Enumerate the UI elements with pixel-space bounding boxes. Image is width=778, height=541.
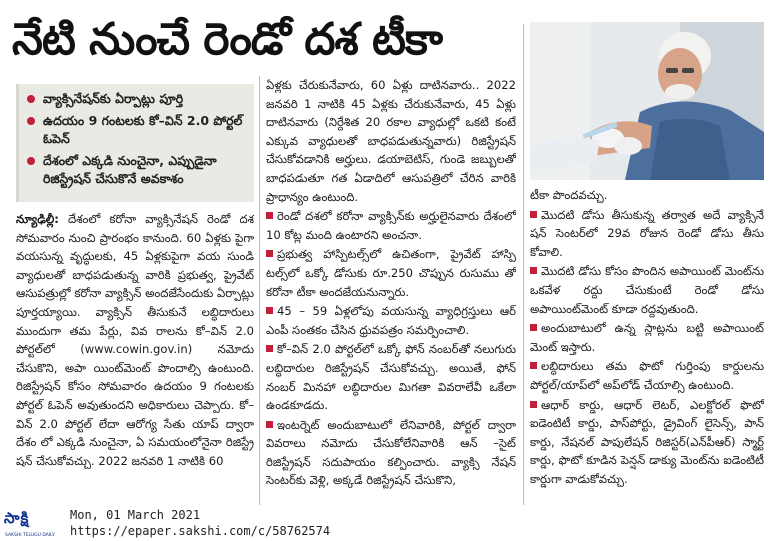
- bullet-text: అందుబాటులో ఉన్న స్లాట్లను బట్టి అపాయింట్ మెంట్ ఇస్తారు.: [530, 321, 764, 354]
- bullet-paragraph: [530, 206, 764, 262]
- square-bullet-icon: [266, 345, 273, 352]
- article-column-1: [16, 210, 254, 520]
- bullet-paragraph: [530, 262, 764, 318]
- square-bullet-icon: [266, 307, 273, 314]
- body-paragraph: [16, 210, 254, 470]
- vaccination-photo: [530, 22, 764, 180]
- bullet-text: 45 – 59 ఏళ్లలోపు వయసున్న వ్యాధిగ్రస్తులు ఆర్ ఎంపీ సంతకం చేసిన ధ్రువపత్రం సమర్పించాలి.: [266, 304, 516, 337]
- square-bullet-icon: [530, 401, 537, 408]
- square-bullet-icon: [266, 212, 273, 219]
- highlight-item: [27, 152, 248, 188]
- bullet-paragraph: [530, 319, 764, 356]
- highlight-text: వ్యాక్సినేషన్‌కు ఏర్పాట్లు పూర్తి: [43, 91, 184, 106]
- square-bullet-icon: [530, 324, 537, 331]
- bullet-text: రెండో దశలో కరోనా వ్యాక్సిన్‌కు అర్హులైనవారు దేశంలో 10 కోట్ల మంది ఉంటారని అంచనా.: [266, 209, 516, 242]
- highlight-item: [27, 90, 248, 108]
- square-bullet-icon: [530, 267, 537, 274]
- bullet-paragraph: [530, 396, 764, 489]
- square-bullet-icon: [266, 250, 273, 257]
- bullet-paragraph: [266, 416, 516, 490]
- column-divider: [259, 76, 260, 520]
- bullet-text: మొదటి డోసు కోసం పొందిన అపాయింట్ మెంట్‌ను ఒకవేళ రద్దు చేసుకుంటే రెండో డోసు అపాయింట్‌మెంట్ కూడా రద్దవుతుంది.: [530, 264, 764, 316]
- column-divider: [523, 24, 524, 520]
- bullet-paragraph: [266, 340, 516, 414]
- publication-date: Mon, 01 March 2021: [70, 508, 201, 522]
- footer: [0, 505, 778, 541]
- highlights-box: [16, 84, 254, 202]
- bullet-paragraph: [266, 302, 516, 339]
- bullet-text: ఆధార్ కార్డు, ఆధార్ లెటర్, ఎలక్టోరల్ ఫొటో ఐడెంటిటీ కార్డు, పాస్‌పోర్టు, డ్రైవింగ్ లైసెన్స్, పాన్ కార్డు, నేషనల్ పాపులేషన్ రిజిస్టర్(ఎన్‌పీఆర్) స్మార్ట్ కార్డు, ఫొటో కూడిన పెన్షన్ డాక్యు మెంట్‌ను ఐడెంటిటీ కార్డుగా వాడుకోవచ్చు.: [530, 397, 764, 486]
- sakshi-logo: [2, 509, 64, 538]
- bullet-text: ప్రభుత్వ హాస్పిటల్స్‌లో ఉచితంగా, ప్రైవేట్ హాస్పి టల్స్‌లో ఒక్కో డోసుకు రూ.250 చొప్పున రుసుము తో కరోనా టీకా అందజేయనున్నారు.: [266, 247, 516, 299]
- bullet-text: కో–విన్ 2.0 పోర్టల్‌లో ఒక్కో ఫోన్ నంబర్‌తో నలుగురు లబ్ధిదారుల రిజిస్ట్రేషన్ చేసుకోవచ్చు. అయితే, ఫోన్ నంబర్ మినహా లబ్ధిదారుల మిగతా వివరాలేవీ ఒకేలా ఉండకూడదు.: [266, 342, 516, 413]
- highlight-item: [27, 112, 248, 148]
- bullet-icon: [27, 117, 35, 125]
- square-bullet-icon: [530, 211, 537, 218]
- bullet-paragraph: [266, 207, 516, 244]
- vaccination-photo-illustration: [530, 22, 764, 180]
- article-column-3: [530, 186, 764, 520]
- bullet-text: మొదటి డోసు తీసుకున్న తర్వాత అదే వ్యాక్సినే షన్ సెంటర్‌లో 29వ రోజున రెండో డోసు తీసు కోవాలి.: [530, 207, 764, 259]
- body-text: దేశంలో కరోనా వ్యాక్సినేషన్ రెండో దశ సోమవారం నుంచి ప్రారంభం కానుంది. 60 ఏళ్లకు పైగా వయసున్న వృద్ధులకు, 45 ఏళ్లకుపైగా వయ సుండి వ్యాధులతో బాధపడుతున్న వారికి ప్రభుత్వ, ప్రైవేట్ ఆసుపత్రుల్లో కరోనా వ్యాక్సిన్ అందజేసేందుకు ఏర్పాట్లు పూర్తయ్యాయి. వ్యాక్సిన్ తీసుకునే లబ్ధిదారులు ముందుగా తమ పేర్లు, వివ రాలను కో–విన్ 2.0 పోర్టల్‌లో (www.cowin.gov.in) నమోదు చేసుకొని, అపా యింట్‌మెంట్ పొందాల్సి ఉంటుంది. రిజిస్ట్రేషన్ కోసం సోమవారం ఉదయం 9 గంటలకు పోర్టల్ ఓపెన్ అవుతుందని అధికారులు చెప్పారు. కో–విన్ 2.0 పోర్టల్ లేదా ఆరోగ్య సేతు యాప్ ద్వారా దేశం లో ఎక్కడి నుంచైనా, ఏ సమయంలోనైనా రిజిస్ట్రే షన్ చేసుకోవచ్చు. 2022 జనవరి 1 నాటికి 60: [16, 212, 254, 468]
- headline: నేటి నుంచే రెండో దశ టీకా: [12, 14, 443, 65]
- square-bullet-icon: [266, 421, 273, 428]
- dateline: న్యూఢిల్లీ:: [16, 212, 59, 226]
- bullet-paragraph: [530, 357, 764, 394]
- epaper-link[interactable]: https://epaper.sakshi.com/c/58762574: [70, 524, 331, 538]
- bullet-paragraph: [266, 245, 516, 301]
- logo-text: సాక్షి: [4, 509, 30, 527]
- highlight-text: దేశంలో ఎక్కడి నుంచైనా, ఎప్పుడైనా రిజిస్ట్రేషన్ చేసుకొనే అవకాశం: [43, 153, 217, 186]
- bullet-icon: [27, 95, 35, 103]
- bullet-text: ఇంటర్నెట్ అందుబాటులో లేనివారికి, పోర్టల్ ద్వారా వివరాలు నమోదు చేసుకోలేనివారికి ఆన్ –సైట్ రిజిస్ట్రేషన్ సదుపాయం కల్పించారు. వ్యాక్సి నేషన్ సెంటర్‌కు వెళ్లి, అక్కడే రిజిస్ట్రేషన్ చేసుకొని,: [266, 417, 516, 488]
- highlight-text: ఉదయం 9 గంటలకు కో–విన్ 2.0 పోర్టల్ ఓపెన్: [43, 113, 243, 146]
- square-bullet-icon: [530, 362, 537, 369]
- bullet-text: లబ్ధిదారులు తమ ఫొటో గుర్తింపు కార్డులను పోర్టల్/యాప్‌లో అప్‌లోడ్ చేయాల్సి ఉంటుంది.: [530, 359, 764, 392]
- article-column-2: [266, 76, 516, 520]
- body-paragraph: ఏళ్లకు చేరుకునేవారు, 60 ఏళ్లు దాటినవారు.. 2022 జనవరి 1 నాటికి 45 ఏళ్లకు చేరుకునేవారు, 45 ఏళ్లు దాటినవారు (నిర్దేశిత 20 రకాల వ్యాధుల్లో ఒకటి కంటే ఎక్కువ వ్యాధులతో బాధపడుతున్నవారు) రిజిస్ట్రేషన్ చేసుకోవడానికి అర్హులు. డయాబెటిస్, గుండె జబ్బులతో బాధపడుతూ గత ఏడాదిలో ఆసుపత్రిలో చేరిన వారికి ప్రాధాన్యం ఉంటుంది.: [266, 78, 516, 204]
- bullet-icon: [27, 157, 35, 165]
- logo-subtitle: SAKSHI TELUGU DAILY: [5, 533, 55, 538]
- body-paragraph: టీకా పొందవచ్చు.: [530, 188, 608, 202]
